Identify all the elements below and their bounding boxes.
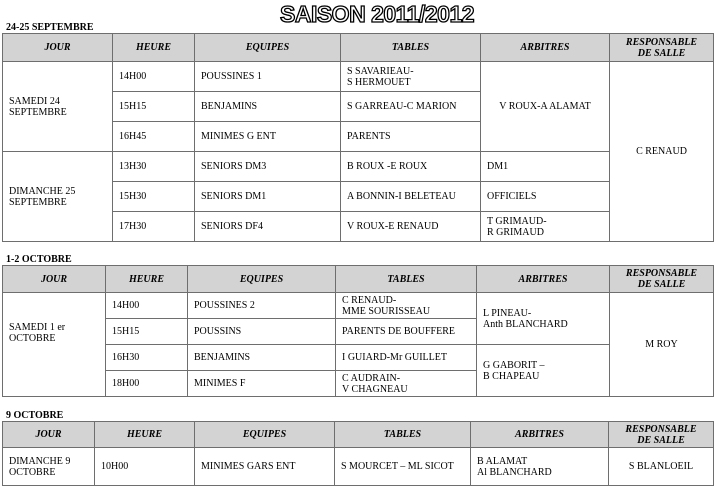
header-responsable: RESPONSABLE DE SALLE (610, 34, 714, 62)
team-cell: BENJAMINS (188, 345, 336, 371)
table-officials-cell: S GARREAU-C MARION (341, 92, 481, 122)
table-row (3, 152, 714, 182)
header-jour: JOUR (3, 422, 95, 448)
header-jour: JOUR (3, 266, 106, 293)
table-row (3, 345, 714, 371)
header-tables: TABLES (335, 422, 471, 448)
header-row (3, 34, 714, 62)
time-cell: 16H45 (113, 122, 195, 152)
header-tables: TABLES (336, 266, 477, 293)
header-equipes: EQUIPES (195, 34, 341, 62)
team-cell: MINIMES G ENT (195, 122, 341, 152)
section-title-3: 9 OCTOBRE (6, 410, 64, 421)
table-row (3, 448, 714, 486)
header-arbitres: ARBITRES (471, 422, 609, 448)
table-officials-cell: S MOURCET – ML SICOT (335, 448, 471, 486)
team-cell: MINIMES GARS ENT (195, 448, 335, 486)
time-cell: 15H15 (113, 92, 195, 122)
header-equipes: EQUIPES (195, 422, 335, 448)
day-cell: DIMANCHE 9 OCTOBRE (3, 448, 95, 486)
time-cell: 17H30 (113, 212, 195, 242)
header-arbitres: ARBITRES (481, 34, 610, 62)
referee-cell: OFFICIELS (481, 182, 610, 212)
section-title-2: 1-2 OCTOBRE (6, 254, 72, 265)
header-heure: HEURE (106, 266, 188, 293)
time-cell: 18H00 (106, 371, 188, 397)
team-cell: POUSSINS (188, 319, 336, 345)
time-cell: 10H00 (95, 448, 195, 486)
day-cell: DIMANCHE 25 SEPTEMBRE (3, 152, 113, 242)
day-cell: SAMEDI 1 er OCTOBRE (3, 293, 106, 397)
team-cell: SENIORS DM3 (195, 152, 341, 182)
table-row (3, 62, 714, 92)
referee-cell: G GABORIT – B CHAPEAU (477, 345, 610, 397)
table-officials-cell: PARENTS DE BOUFFERE (336, 319, 477, 345)
header-tables: TABLES (341, 34, 481, 62)
time-cell: 15H15 (106, 319, 188, 345)
header-row (3, 266, 714, 293)
table-officials-cell: A BONNIN-I BELETEAU (341, 182, 481, 212)
header-heure: HEURE (113, 34, 195, 62)
referee-cell: V ROUX-A ALAMAT (481, 62, 610, 152)
hall-manager-cell: M ROY (610, 293, 714, 397)
page-title: SAISON 2011/2012 (280, 1, 475, 27)
hall-manager-cell: S BLANLOEIL (609, 448, 714, 486)
header-responsable: RESPONSABLE DE SALLE (610, 266, 714, 293)
schedule-table-1 (2, 33, 714, 242)
team-cell: SENIORS DM1 (195, 182, 341, 212)
time-cell: 16H30 (106, 345, 188, 371)
header-jour: JOUR (3, 34, 113, 62)
table-officials-cell: C RENAUD- MME SOURISSEAU (336, 293, 477, 319)
team-cell: MINIMES F (188, 371, 336, 397)
referee-cell: DM1 (481, 152, 610, 182)
team-cell: POUSSINES 1 (195, 62, 341, 92)
team-cell: BENJAMINS (195, 92, 341, 122)
time-cell: 14H00 (106, 293, 188, 319)
header-arbitres: ARBITRES (477, 266, 610, 293)
day-cell: SAMEDI 24 SEPTEMBRE (3, 62, 113, 152)
table-officials-cell: B ROUX -E ROUX (341, 152, 481, 182)
table-officials-cell: PARENTS (341, 122, 481, 152)
time-cell: 15H30 (113, 182, 195, 212)
hall-manager-cell: C RENAUD (610, 62, 714, 242)
table-row (3, 293, 714, 319)
time-cell: 13H30 (113, 152, 195, 182)
team-cell: SENIORS DF4 (195, 212, 341, 242)
table-officials-cell: V ROUX-E RENAUD (341, 212, 481, 242)
time-cell: 14H00 (113, 62, 195, 92)
table-officials-cell: I GUIARD-Mr GUILLET (336, 345, 477, 371)
table-officials-cell: C AUDRAIN- V CHAGNEAU (336, 371, 477, 397)
referee-cell: B ALAMAT Al BLANCHARD (471, 448, 609, 486)
table-officials-cell: S SAVARIEAU- S HERMOUET (341, 62, 481, 92)
referee-cell: T GRIMAUD- R GRIMAUD (481, 212, 610, 242)
header-row (3, 422, 714, 448)
schedule-table-3 (2, 421, 714, 486)
section-title-1: 24-25 SEPTEMBRE (6, 22, 94, 33)
referee-cell: L PINEAU- Anth BLANCHARD (477, 293, 610, 345)
header-heure: HEURE (95, 422, 195, 448)
header-responsable: RESPONSABLE DE SALLE (609, 422, 714, 448)
team-cell: POUSSINES 2 (188, 293, 336, 319)
schedule-table-2 (2, 265, 714, 397)
header-equipes: EQUIPES (188, 266, 336, 293)
